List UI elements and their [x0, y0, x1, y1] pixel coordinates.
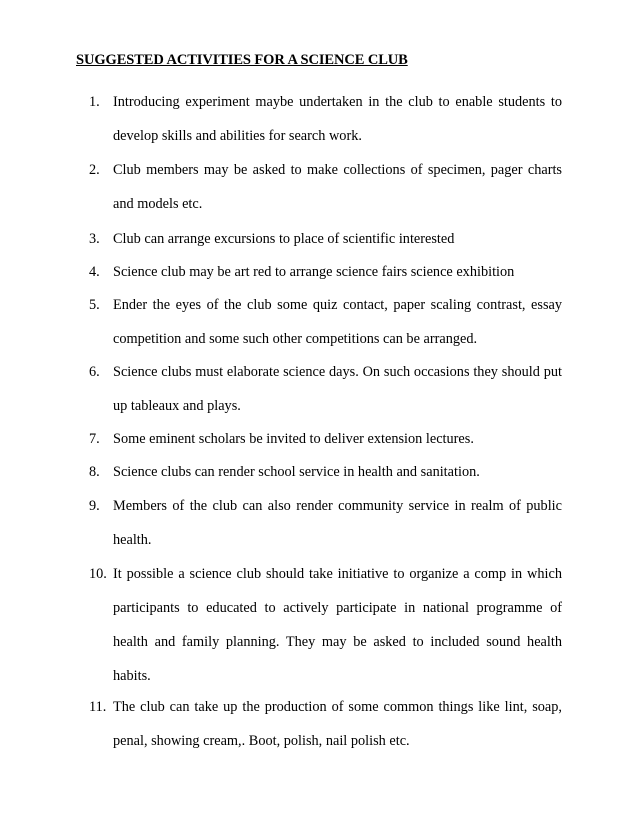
list-item-text: Science clubs must elaborate science days. On such occasions they should put up tableaux and plays.	[113, 364, 562, 414]
list-item-text: Some eminent scholars be invited to deliver extension lectures.	[113, 431, 474, 447]
list-item-text: Science clubs can render school service in health and sanitation.	[113, 464, 480, 480]
list-item-number: 4.	[89, 264, 100, 280]
list-item-text: Members of the club can also render community service in realm of public health.	[113, 498, 562, 548]
list-item-number: 2.	[89, 162, 100, 178]
list-item-number: 10.	[89, 566, 107, 582]
list-item-text: The club can take up the production of some common things like lint, soap, penal, showing cream,. Boot, polish, nail polish etc.	[113, 699, 562, 749]
list-item-text: Club members may be asked to make collections of specimen, pager charts and models etc.	[113, 162, 562, 212]
list-item-text: Ender the eyes of the club some quiz contact, paper scaling contrast, essay competition and some such other competitions can be arranged.	[113, 297, 562, 347]
list-item-number: 1.	[89, 94, 100, 110]
list-item-text: Club can arrange excursions to place of scientific interested	[113, 231, 455, 247]
list-item-number: 3.	[89, 231, 100, 247]
list-item-text: Science club may be art red to arrange science fairs science exhibition	[113, 264, 515, 280]
list-item-text: Introducing experiment maybe undertaken in the club to enable students to develop skills and abilities for search work.	[113, 94, 562, 144]
list-item-number: 6.	[89, 364, 100, 380]
list-item-text: It possible a science club should take initiative to organize a comp in which participants to educated to actively participate in national programme of health and family planning. They may be asked to included sound health habits.	[113, 566, 562, 684]
list-item-number: 8.	[89, 464, 100, 480]
list-item-number: 11.	[89, 699, 107, 715]
list-item-number: 5.	[89, 297, 100, 313]
list-item-number: 7.	[89, 431, 100, 447]
document-title: SUGGESTED ACTIVITIES FOR A SCIENCE CLUB	[76, 52, 408, 68]
list-item-number: 9.	[89, 498, 100, 514]
